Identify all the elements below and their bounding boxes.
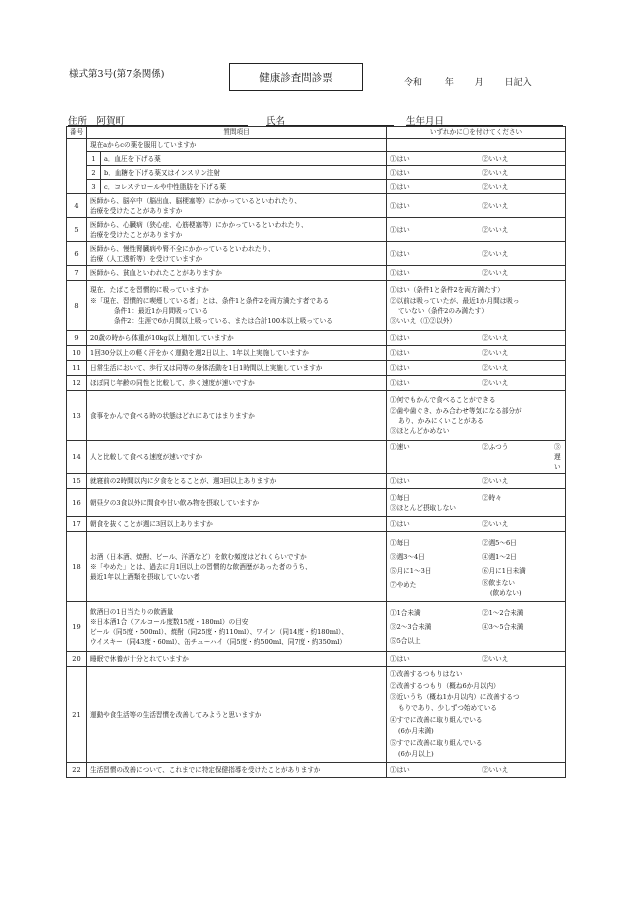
answer-option[interactable]: ①毎日 [390, 538, 410, 547]
question-number: 12 [67, 376, 87, 391]
date-era: 令和 [404, 78, 423, 88]
entry-date [404, 75, 532, 88]
question-number: 16 [67, 489, 87, 517]
question-text: a．血圧を下げる薬 [101, 152, 387, 166]
table-row [67, 474, 566, 489]
question-number: 15 [67, 474, 87, 489]
question-text: 人と比較して食べる速度が速いですか [87, 441, 387, 474]
answer-yes[interactable]: ①はい [390, 269, 410, 278]
question-number: 6 [67, 242, 87, 266]
question-number: 3 [87, 180, 101, 194]
question-number: 8 [67, 281, 87, 331]
answer-no[interactable]: ②いいえ [482, 168, 509, 177]
table-row: 13 食事をかんで食べる時の状態はどれにあてはまりますか ①何でもかんで食べることができる ②歯や歯ぐき、かみ合わせ等気になる部分が あり、かみにくいことがある ③ほとんどかめない [67, 391, 566, 441]
date-day: 日記入 [504, 78, 532, 88]
answer-option[interactable]: ①はい（条件1と条件2を両方満たす） [390, 286, 504, 295]
answer-yes[interactable]: ①はい [390, 182, 410, 191]
answer-option[interactable]: ⑧飲まない [482, 578, 515, 587]
question-text: 医師から、脳卒中（脳出血、脳梗塞等）にかかっているといわれたり、 治療を受けたことがありますか [87, 194, 387, 218]
question-number: 18 [67, 532, 87, 602]
answer-no[interactable]: ②いいえ [482, 477, 509, 486]
question-number: 22 [67, 763, 87, 778]
address-field[interactable]: 住所 阿賀町 [68, 113, 248, 126]
answer-option[interactable]: ③近いうち（概ね1か月以内）に改善するつ [390, 693, 520, 702]
table-row [67, 376, 566, 391]
question-text: c．コレステロールや中性脂肪を下げる薬 [101, 180, 387, 194]
answer-yes[interactable]: ①はい [390, 349, 410, 358]
question-number: 4 [67, 194, 87, 218]
question-number: 10 [67, 346, 87, 361]
question-text: 医師から、貧血といわれたことがありますか [87, 266, 387, 281]
question-text: 医師から、心臓病（狭心症、心筋梗塞等）にかかっているといわれたり、 治療を受けたことがありますか [87, 218, 387, 242]
answer-no[interactable]: ②いいえ [482, 201, 509, 210]
question-number: 1 [87, 152, 101, 166]
name-field[interactable]: 氏名 [266, 113, 394, 126]
question-number: 9 [67, 331, 87, 346]
answer-fast[interactable]: ①速い [390, 443, 410, 452]
answer-option[interactable]: ⑦やめた [390, 580, 417, 589]
date-month: 月 [474, 78, 484, 88]
question-text: 日常生活において、歩行又は同等の身体活動を1日1時間以上実施していますか [87, 361, 387, 376]
table-row [67, 242, 566, 266]
answer-yes[interactable]: ①はい [390, 379, 410, 388]
answer-option[interactable]: ⑤月に1～3日 [390, 566, 432, 575]
table-row: 8 現在、たばこを習慣的に吸っていますか ※「現在、習慣的に喫煙している者」とは、条件1と条件2を両方満たす者である 条件1：最近1か月間吸っている 条件2：生涯で6か月間以上吸っている、または合計100本以上吸っている ①はい（条件1と条件2を両方満たす） ②以前は吸っていたが、最近1か月間は吸っ ていない（条件2のみ満たす） ③いいえ（①②以外） [67, 281, 566, 331]
date-year: 年 [444, 78, 454, 88]
answer-option[interactable]: ②改善するつもり（概ね6か月以内） [390, 681, 500, 690]
table-row [67, 361, 566, 376]
question-text: 食事をかんで食べる時の状態はどれにあてはまりますか [87, 391, 387, 441]
answer-no[interactable]: ②いいえ [482, 520, 509, 529]
table-row [67, 441, 566, 474]
question-text: 1回30分以上の軽く汗をかく運動を週2日以上、1年以上実施していますか [87, 346, 387, 361]
table-row [67, 346, 566, 361]
answer-option[interactable]: ②歯や歯ぐき、かみ合わせ等気になる部分が [390, 406, 522, 415]
question-text: 朝食を抜くことが週に3回以上ありますか [87, 517, 387, 532]
question-text: 生活習慣の改善について、これまでに特定保健指導を受けたことがありますか [87, 763, 387, 778]
table-row [67, 266, 566, 281]
table-row [67, 180, 566, 194]
answer-no[interactable]: ②いいえ [482, 249, 509, 258]
answer-no[interactable]: ②いいえ [482, 364, 509, 373]
table-row [67, 194, 566, 218]
table-row [67, 166, 566, 180]
form-number-label: 様式第3号(第7条関係) [69, 69, 165, 80]
answer-yes[interactable]: ①はい [390, 168, 410, 177]
table-row [67, 218, 566, 242]
answer-option[interactable]: ⑥月に1日未満 [482, 566, 526, 575]
question-number: 5 [67, 218, 87, 242]
table-row: 18 お酒（日本酒、焼酎、ビール、洋酒など）を飲む頻度はどれくらいですか ※「やめた」とは、過去に月1回以上の習慣的な飲酒歴があった者のうち、 最近1年以上酒類を摂取していない者 ①毎日 ③週3～4日 ⑤月に1～3日 ⑦やめた ②週5～6日 ④週1～2日 ⑥月に1日未満 ⑧飲まない (飲めない) [67, 532, 566, 602]
table-row [67, 517, 566, 532]
answer-option[interactable]: ①1合未満 [390, 608, 421, 617]
table-row [67, 763, 566, 778]
answer-yes[interactable]: ①はい [390, 249, 410, 258]
answer-option[interactable]: ②1～2合未満 [482, 608, 524, 617]
question-text: b．血糖を下げる薬又はインスリン注射 [101, 166, 387, 180]
answer-option[interactable]: ③いいえ（①②以外） [390, 316, 456, 325]
question-text: ほぼ同じ年齢の同性と比較して、歩く速度が速いですか [87, 376, 387, 391]
answer-option[interactable]: ①改善するつもりはない [390, 670, 463, 679]
answer-yes[interactable]: ①はい [390, 477, 410, 486]
question-text: 睡眠で休養が十分とれていますか [87, 652, 387, 667]
question-number: 13 [67, 391, 87, 441]
birthdate-field[interactable]: 生年月日 [406, 113, 563, 126]
question-text: 朝昼夕の3食以外に間食や甘い飲み物を摂取していますか [87, 489, 387, 517]
question-text: 現在、たばこを習慣的に吸っていますか ※「現在、習慣的に喫煙している者」とは、条件1と条件2を両方満たす者である 条件1：最近1か月間吸っている 条件2：生涯で6か月間以上吸っている、または合計100本以上吸っている [87, 281, 387, 331]
question-number: 14 [67, 441, 87, 474]
question-number: 20 [67, 652, 87, 667]
question-text: 運動や食生活等の生活習慣を改善してみようと思いますか [87, 667, 387, 763]
answer-option[interactable]: ④すでに改善に取り組んでいる [390, 715, 483, 724]
question-text: 飲酒日の1日当たりの飲酒量 ※日本酒1合（アルコール度数15度・180ml）の目安 ビール（同5度・500ml）、焼酎（同25度・約110ml）、ワイン（同14度・約180ml）、 ウイスキー（同43度・60ml）、缶チューハイ（同5度・約500ml、同7度・約350ml） [87, 602, 387, 652]
answer-no[interactable]: ②いいえ [482, 766, 509, 775]
header-number: 番号 [67, 127, 87, 139]
personal-info-row [68, 113, 563, 126]
answer-yes[interactable]: ①はい [390, 766, 410, 775]
answer-no[interactable]: ②いいえ [482, 269, 509, 278]
answer-option[interactable]: ①何でもかんで食べることができる [390, 396, 496, 405]
answer-option[interactable]: ③ほとんどかめない [390, 426, 450, 435]
question-number: 17 [67, 517, 87, 532]
answer-option[interactable]: ③週3～4日 [390, 552, 425, 561]
table-header-row [67, 127, 566, 139]
answer-no[interactable]: ②いいえ [482, 334, 509, 343]
answer-no[interactable]: ②いいえ [482, 225, 509, 234]
question-number: 2 [87, 166, 101, 180]
table-row [67, 652, 566, 667]
question-text: お酒（日本酒、焼酎、ビール、洋酒など）を飲む頻度はどれくらいですか ※「やめた」とは、過去に月1回以上の習慣的な飲酒歴があった者のうち、 最近1年以上酒類を摂取していない者 [87, 532, 387, 602]
answer-yes[interactable]: ①はい [390, 154, 410, 163]
answer-yes[interactable]: ①はい [390, 520, 410, 529]
question-number: 21 [67, 667, 87, 763]
header-answer: いずれかに〇を付けてください [387, 127, 566, 139]
form-title-box [229, 63, 363, 91]
answer-no[interactable]: ②いいえ [482, 154, 509, 163]
answer-sometimes[interactable]: ②時々 [482, 493, 502, 502]
answer-yes[interactable]: ①はい [390, 225, 410, 234]
answer-no[interactable]: ②いいえ [482, 349, 509, 358]
answer-no[interactable]: ②いいえ [482, 379, 509, 388]
answer-no[interactable]: ②いいえ [482, 655, 509, 664]
answer-option[interactable]: ②週5～6日 [482, 538, 517, 547]
answer-yes[interactable]: ①はい [390, 201, 410, 210]
answer-daily[interactable]: ①毎日 [390, 493, 410, 502]
answer-option[interactable]: ④3～5合未満 [482, 622, 524, 631]
answer-option[interactable]: ⑤すでに改善に取り組んでいる [390, 738, 483, 747]
answer-option[interactable]: ②以前は吸っていたが、最近1か月間は吸っ [390, 296, 520, 305]
answer-yes[interactable]: ①はい [390, 334, 410, 343]
question-number: 11 [67, 361, 87, 376]
answer-slow[interactable]: ③遅い [554, 443, 561, 472]
table-row [67, 152, 566, 166]
table-row [67, 489, 566, 517]
question-text: 医師から、慢性腎臓病や腎不全にかかっているといわれたり、 治療（人工透析等）を受けていますか [87, 242, 387, 266]
table-row [67, 331, 566, 346]
table-row [67, 602, 566, 652]
question-number: 7 [67, 266, 87, 281]
answer-no[interactable]: ②いいえ [482, 182, 509, 191]
questionnaire-table [66, 126, 566, 778]
answer-yes[interactable]: ①はい [390, 364, 410, 373]
form-title: 健康診査問診票 [259, 71, 333, 84]
answer-rarely[interactable]: ③ほとんど摂取しない [390, 503, 456, 512]
table-row: 21 運動や食生活等の生活習慣を改善してみようと思いますか ①改善するつもりはない ②改善するつもり（概ね6か月以内） ③近いうち（概ね1か月以内）に改善するつ もりであり、少しずつ始めている ④すでに改善に取り組んでいる (6か月未満) ⑤すでに改善に取り組んでいる (6か月以上) [67, 667, 566, 763]
question-text: 就寝前の2時間以内に夕食をとることが、週3回以上ありますか [87, 474, 387, 489]
answer-option[interactable]: ③2～3合未満 [390, 622, 432, 631]
question-text: 20歳の時から体重が10kg以上増加していますか [87, 331, 387, 346]
answer-normal[interactable]: ②ふつう [482, 443, 509, 452]
q1-3-lead: 現在aからcの薬を服用していますか [87, 139, 387, 152]
table-row [67, 139, 566, 152]
answer-yes[interactable]: ①はい [390, 655, 410, 664]
question-number: 19 [67, 602, 87, 652]
answer-option[interactable]: ⑤5合以上 [390, 636, 421, 645]
answer-option[interactable]: ④週1～2日 [482, 552, 517, 561]
header-question: 質問項目 [87, 127, 387, 139]
